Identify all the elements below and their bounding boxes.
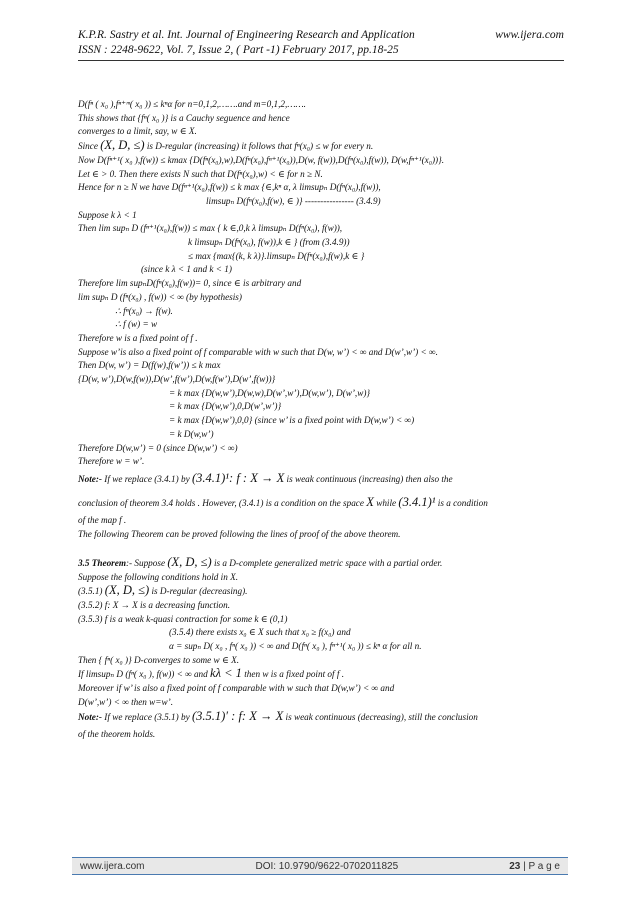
text-fragment: is weak continuous (increasing) then also the: [284, 473, 453, 484]
text-line: [78, 667, 566, 682]
math-expression: : f : X → X: [229, 470, 285, 485]
math-expression: : f: X → X: [228, 708, 284, 723]
text-fragment: (3.5.1): [78, 586, 105, 597]
note-line: [78, 472, 566, 487]
text-fragment: is a D-complete generalized metric space with a partial order.: [211, 557, 443, 568]
text-line: This shows that {fⁿ( x₀ )} is a Cauchy seguence and hence: [78, 112, 290, 123]
text-line: ∴ f (w) = w: [115, 319, 158, 330]
spacer: [78, 542, 566, 556]
text-line: = k max {D(w,w’),D(w,w),D(w’,w’),D(w,w’), D(w’,w)}: [169, 387, 371, 398]
text-line: Moreover if w’ is also a fixed point of f comparable with w such that D(w,w’) < ∞ and: [78, 683, 395, 694]
note-label: Note:-: [78, 711, 102, 722]
text-fragment: while: [373, 497, 399, 508]
condition-line: α = supₙ D( x₀ , fⁿ( x₀ )) < ∞ and D(fⁿ( x₀ ), fⁿ⁺¹( x₀ )) ≤ kⁿ α for all n.: [169, 641, 422, 652]
text-line: limsupₙ D(fⁿ(x₀),f(w), ∈ )} ---------------- (3.4.9): [206, 195, 381, 206]
text-line: Therefore w is a fixed point of f .: [78, 332, 198, 343]
text-line: ≤ max {max{(k, k λ)}.limsupₙ D(fⁿ(x₀),f(w),k ∈ }: [188, 250, 365, 261]
text-line: D(w’,w’) < ∞ then w=w’.: [78, 696, 173, 707]
page-header: [78, 28, 564, 61]
text-line: Therefore w = w’.: [78, 456, 145, 467]
text-line: D(fⁿ ( x₀ ),fⁿ⁺ᵐ( x₀ )) ≤ kⁿα for n=0,1,2,…….and m=0,1,2,…….: [78, 99, 306, 109]
page-number: [509, 861, 560, 872]
text-fragment: If we replace (3.4.1) by: [101, 473, 192, 484]
text-line: Then D(w, w’) = D(f(w),f(w’)) ≤ k max: [78, 360, 221, 371]
text-fragment: is D-regular (increasing) it follows that fⁿ(x₀) ≤ w for every n.: [144, 141, 374, 152]
condition-line: [78, 584, 566, 599]
text-line: k limsupₙ D(fⁿ(x₀), f(w)),k ∈ } (from (3.4.9)): [188, 237, 350, 248]
theorem-heading: [78, 556, 566, 571]
note-label: Note:-: [78, 473, 102, 484]
math-expression: X: [366, 494, 374, 509]
math-expression: (X, D, ≤): [104, 583, 150, 598]
theorem-label: 3.5 Theorem: [78, 557, 126, 568]
condition-line: (3.5.4) there exists x₀ ∈ X such that x₀ ≥ f(x₀) and: [169, 627, 351, 638]
math-expression: kλ < 1: [210, 666, 242, 681]
math-expression: (3.4.1)¹: [398, 494, 436, 509]
text-line: converges to a limit, say, w ∈ X.: [78, 126, 197, 137]
text-fragment: Since: [78, 141, 98, 152]
note-line: [78, 496, 566, 511]
text-line: Let ∈ > 0. Then there exists N such that D(fⁿ(x₀),w) < ∈ for n ≥ N.: [78, 168, 323, 179]
journal-website[interactable]: www.ijera.com: [495, 29, 564, 41]
page-label: | P a g e: [520, 860, 560, 872]
footer-website[interactable]: www.ijera.com: [80, 860, 145, 872]
page-footer: [72, 857, 568, 875]
text-line: {D(w, w’),D(w,f(w)),D(w’,f(w’),D(w,f(w’),D(w’,f(w))}: [78, 374, 276, 385]
text-fragment: :- Suppose: [125, 557, 168, 568]
spacer: [78, 487, 566, 496]
text-fragment: is weak continuous (decreasing), still the conclusion: [283, 711, 478, 722]
text-fragment: is D-regular (decreasing).: [149, 586, 248, 597]
header-divider: [78, 60, 564, 61]
page-body: [78, 98, 566, 742]
text-fragment: If we replace (3.5.1) by: [101, 711, 192, 722]
journal-title: K.P.R. Sastry et al. Int. Journal of Engineering Research and Application: [78, 29, 415, 41]
text-line: ∴ fⁿ(x₀) → f(w).: [115, 305, 173, 316]
text-line: Hence for n ≥ N we have D(fⁿ⁺¹(x₀),f(w)) ≤ k max {∈,kⁿ α, λ limsupₙ D(fⁿ(x₀),f(w)),: [78, 182, 381, 193]
math-expression: (X, D, ≤): [167, 554, 212, 569]
text-fragment: conclusion of theorem 3.4 holds . However, (3.4.1) is a condition on the space: [78, 497, 367, 508]
text-line: Now D(fⁿ⁺¹( x₀ ),f(w)) ≤ kmax {D(fⁿ(x₀),w),D(fⁿ(x₀),fⁿ⁺¹(x₀)),D(w, f(w)),D(fⁿ(x₀),f(w)), D(w,fⁿ⁺¹(x₀))}.: [78, 154, 445, 165]
text-line: = k max {D(w,w’),0,0} (since w’ is a fixed point with D(w,w’) < ∞): [169, 415, 415, 426]
math-expression: (3.5.1)′: [191, 708, 229, 723]
condition-line: (3.5.2) f: X → X is a decreasing function.: [78, 599, 230, 610]
text-line: Suppose w’is also a fixed point of f comparable with w such that D(w, w’) < ∞ and D(w’,w’) < ∞.: [78, 346, 438, 357]
text-fragment: If limsupₙ D (fⁿ( x₀ ), f(w)) < ∞ and: [78, 669, 211, 680]
text-line: of the theorem holds.: [78, 729, 156, 740]
header-line-1: [78, 28, 564, 43]
text-line: = k D(w,w’): [169, 428, 214, 439]
text-line: lim supₙ D (fⁿ(x₀) , f(w)) < ∞ (by hypothesis): [78, 291, 242, 302]
text-fragment: then w is a fixed point of f .: [241, 669, 345, 680]
text-line: Suppose k λ < 1: [78, 209, 137, 220]
math-expression: (3.4.1)¹: [191, 470, 230, 485]
condition-line: (3.5.3) f is a weak k-quasi contraction for some k ∈ (0,1): [78, 613, 288, 624]
text-line: Therefore D(w,w’) = 0 (since D(w,w’) < ∞): [78, 442, 238, 453]
text-line: Then lim supₙ D (fⁿ⁺¹(x₀),f(w)) ≤ max { k ∈,0,k λ limsupₙ D(fⁿ(x₀), f(w)),: [78, 223, 343, 234]
note-line: [78, 710, 566, 725]
math-expression: (X, D, ≤): [100, 138, 145, 153]
text-line: Therefore lim supₙD(fⁿ(x₀),f(w))= 0, since ∈ is arbitrary and: [78, 278, 302, 289]
text-line: Suppose the following conditions hold in X.: [78, 571, 239, 582]
text-fragment: is a condition: [435, 497, 488, 508]
issn-line: ISSN : 2248-9622, Vol. 7, Issue 2, ( Part -1) February 2017, pp.18-25: [78, 44, 399, 56]
page-number-value: 23: [509, 860, 521, 872]
text-line: = k max {D(w,w’),0,D(w’,w’)}: [169, 401, 282, 412]
text-line: The following Theorem can be proved following the lines of proof of the above theorem.: [78, 529, 401, 540]
text-line: [78, 139, 566, 154]
text-line: (since k λ < 1 and k < 1): [141, 264, 232, 275]
text-line: of the map f .: [78, 515, 127, 526]
footer-doi[interactable]: DOI: 10.9790/9622-0702011825: [255, 860, 399, 872]
text-line: Then { fⁿ( x₀ )} D-converges to some w ∈ X.: [78, 654, 239, 665]
